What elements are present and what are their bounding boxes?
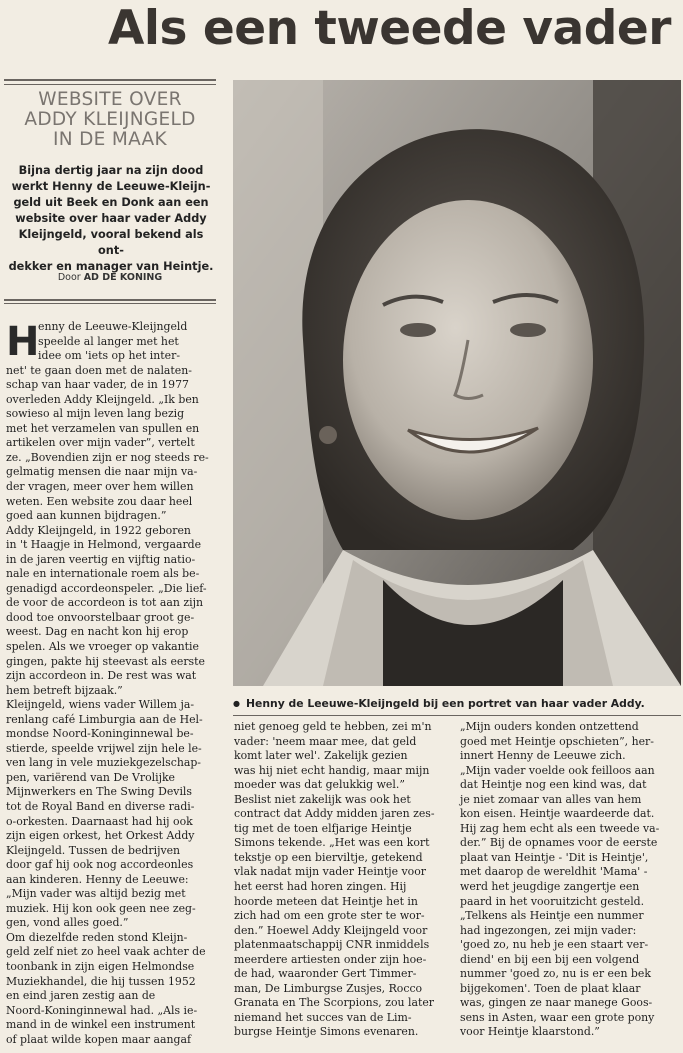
text-line: o-orkesten. Daarnaast had hij ook: [6, 814, 193, 828]
text-line: „Mijn vader was altijd bezig met: [6, 887, 186, 901]
text-line: genadigd accordeonspeler. „Die lief-: [6, 581, 207, 595]
subhead-line: WEBSITE OVER: [38, 89, 182, 110]
text-line: moeder was dat gelukkig wel.”: [234, 778, 405, 792]
text-line: kon eisen. Heintje waardeerde dat.: [460, 807, 655, 821]
text-line: pen, variërend van De Vrolijke: [6, 770, 176, 784]
text-line: de voor de accordeon is tot aan zijn: [6, 596, 203, 610]
intro-line: Kleijngeld, vooral bekend als ont-: [18, 228, 204, 257]
text-line: contract dat Addy midden jaren zes-: [234, 807, 435, 821]
text-line: 'goed zo, nu heb je een staart ver-: [460, 938, 649, 952]
text-line: hem betreft bijzaak.”: [6, 683, 123, 697]
text-line: der vragen, meer over hem willen: [6, 479, 194, 493]
text-line: mand in de winkel een instrument: [6, 1018, 196, 1032]
text-line: in 't Haagje in Helmond, vergaarde: [6, 538, 202, 552]
text-line: zijn eigen orkest, het Orkest Addy: [6, 829, 195, 843]
text-line: Beslist niet zakelijk was ook het: [234, 792, 411, 806]
text-line: schap van haar vader, de in 1977: [6, 378, 189, 392]
text-line: „Mijn vader voelde ook feilloos aan: [460, 763, 655, 777]
intro-line: Bijna dertig jaar na zijn dood: [18, 164, 204, 177]
text-line: vader: 'neem maar mee, dat geld: [234, 734, 417, 748]
text-line: Kleijngeld. Tussen de bedrijven: [6, 843, 181, 857]
text-line: door gaf hij ook nog accordeonles: [6, 858, 194, 872]
text-line: je niet zomaar van alles van hem: [460, 792, 642, 806]
text-line: „Telkens als Heintje een nummer: [460, 909, 644, 923]
text-line: Noord-Koninginnewal had. „Als ie-: [6, 1003, 198, 1017]
text-line: voor Heintje klaarstond.”: [460, 1025, 600, 1039]
subhead-line: ADDY KLEIJNGELD: [24, 109, 196, 130]
text-line: werd het jeugdige zangertje een: [460, 880, 640, 894]
text-line: gen, vond alles goed.”: [6, 916, 129, 930]
text-line: tot de Royal Band en diverse radi-: [6, 800, 195, 813]
text-line: sens in Asten, waar een grote pony: [460, 1010, 655, 1024]
byline: [0, 272, 220, 283]
text-line: zich had om een grote ster te wor-: [234, 909, 425, 923]
text-line: hoorde meteen dat Heintje het in: [234, 894, 418, 908]
text-line: weten. Een website zou daar heel: [6, 494, 193, 508]
article-column-1-top: [38, 320, 187, 364]
subhead: [4, 90, 216, 150]
article-column-3: [460, 720, 659, 1040]
text-line: met daarop de wereldhit 'Mama' -: [460, 865, 648, 879]
text-line: speelde al langer met het: [38, 334, 179, 348]
text-line: burgse Heintje Simons evenaren.: [234, 1025, 419, 1039]
subhead-line: IN DE MAAK: [53, 129, 167, 150]
text-line: muziek. Hij kon ook geen nee zeg-: [6, 901, 196, 915]
text-line: gingen, pakte hij steevast als eerste: [6, 654, 205, 668]
text-line: het eerst had horen zingen. Hij: [234, 880, 407, 894]
text-line: ven lang in vele muziekgezelschap-: [6, 756, 201, 770]
drop-cap: H: [6, 319, 40, 365]
text-line: artikelen over mijn vader”, vertelt: [6, 436, 195, 450]
text-line: toonbank in zijn eigen Helmondse: [6, 960, 195, 974]
text-line: platenmaatschappij CNR inmiddels: [234, 938, 430, 952]
text-line: Granata en The Scorpions, zou later: [234, 996, 434, 1010]
text-line: nummer 'goed zo, nu is er een bek: [460, 967, 651, 981]
photo-caption: [233, 697, 681, 710]
text-line: weest. Dag en nacht kon hij erop: [6, 625, 189, 639]
text-line: overleden Addy Kleijngeld. „Ik ben: [6, 392, 199, 406]
text-line: tekstje op een bierviltje, getekend: [234, 850, 423, 864]
text-line: „Mijn ouders konden ontzettend: [460, 720, 639, 733]
text-line: goed aan kunnen bijdragen.”: [6, 509, 167, 523]
text-line: plaat van Heintje - 'Dit is Heintje',: [460, 850, 649, 864]
text-line: bijgekomen'. Toen de plaat klaar: [460, 981, 641, 995]
text-line: meerdere artiesten onder zijn hoe-: [234, 952, 427, 966]
text-line: en eind jaren zestig aan de: [6, 989, 156, 1003]
text-line: stierde, speelde vrijwel zijn hele le-: [6, 741, 202, 755]
text-line: Simons tekende. „Het was een kort: [234, 836, 430, 850]
text-line: komt later wel'. Zakelijk gezien: [234, 749, 408, 763]
text-line: tig met de toen elfjarige Heintje: [234, 821, 412, 835]
intro-line: dekker en manager van Heintje.: [8, 260, 214, 273]
bullet-icon: ●: [233, 699, 240, 708]
article-column-2: [234, 720, 435, 1040]
caption-text: Henny de Leeuwe-Kleijngeld bij een portret van haar vader Addy.: [245, 697, 645, 710]
text-line: was hij niet echt handig, maar mijn: [234, 763, 430, 777]
text-line: aan kinderen. Henny de Leeuwe:: [6, 872, 189, 886]
text-line: gelmatig mensen die naar mijn va-: [6, 465, 198, 479]
intro-line: werkt Henny de Leeuwe-Kleijn-: [11, 180, 211, 193]
text-line: vlak nadat mijn vader Heintje voor: [234, 865, 426, 879]
text-line: de had, waaronder Gert Timmer-: [234, 967, 417, 981]
text-line: niet genoeg geld te hebben, zei m'n: [234, 720, 432, 733]
text-line: dood toe onvoorstelbaar groot ge-: [6, 610, 195, 624]
text-line: der.” Bij de opnames voor de eerste: [460, 836, 658, 850]
text-line: was, gingen ze naar manege Goos-: [460, 996, 653, 1010]
intro-line: geld uit Beek en Donk aan een: [13, 196, 209, 209]
byline-author: AD DE KONING: [83, 272, 163, 283]
text-line: ze. „Bovendien zijn er nog steeds re-: [6, 450, 209, 464]
text-line: geld zelf niet zo heel vaak achter de: [6, 945, 206, 959]
top-rule-left-thin: [4, 84, 216, 85]
text-line: met het verzamelen van spullen en: [6, 421, 200, 435]
text-line: Om diezelfde reden stond Kleijn-: [6, 930, 188, 944]
text-line: had ingezongen, zei mijn vader:: [460, 923, 637, 937]
text-line: of plaat wilde kopen maar aangaf: [6, 1032, 192, 1046]
intro-line: website over haar vader Addy: [15, 212, 207, 225]
text-line: nale en internationale roem als be-: [6, 567, 200, 581]
text-line: zijn accordeon in. De rest was wat: [6, 669, 197, 683]
text-line: mondse Noord-Koninginnewal be-: [6, 727, 194, 741]
byline-rule-thin: [4, 303, 216, 304]
text-line: paard in het vooruitzicht gesteld.: [460, 894, 645, 908]
intro: [6, 163, 216, 275]
text-line: sowieso al mijn leven lang bezig: [6, 407, 185, 421]
text-line: diend' en bij een bij een volgend: [460, 952, 640, 966]
byline-rule: [4, 299, 216, 301]
text-line: niemand het succes van de Lim-: [234, 1010, 412, 1024]
text-line: Mijnwerkers en The Swing Devils: [6, 785, 193, 799]
text-line: renlang café Limburgia aan de Hel-: [6, 712, 203, 726]
portrait-photo: [233, 80, 681, 686]
headline: Als een tweede vader: [108, 1, 671, 56]
text-line: Kleijngeld, wiens vader Willem ja-: [6, 698, 195, 712]
text-line: Hij zag hem echt als een tweede va-: [460, 821, 660, 835]
text-line: spelen. Als we vroeger op vakantie: [6, 639, 199, 653]
text-line: net' te gaan doen met de nalaten-: [6, 363, 192, 377]
text-line: man, De Limburgse Zusjes, Rocco: [234, 981, 423, 995]
top-rule-left: [4, 79, 216, 81]
text-line: idee om 'iets op het inter-: [38, 349, 180, 363]
portrait-image: [233, 80, 681, 686]
byline-prefix: Door: [57, 272, 81, 283]
text-line: Muziekhandel, die hij tussen 1952: [6, 974, 196, 988]
caption-rule: [233, 715, 681, 716]
text-line: dat Heintje nog een kind was, dat: [460, 778, 647, 792]
text-line: den.” Hoewel Addy Kleijngeld voor: [234, 923, 428, 937]
text-line: Addy Kleijngeld, in 1922 geboren: [6, 523, 191, 537]
text-line: enny de Leeuwe-Kleijngeld: [38, 320, 188, 333]
text-line: goed met Heintje opschieten”, her-: [460, 734, 654, 748]
article-column-1: [6, 364, 209, 1048]
text-line: innert Henny de Leeuwe zich.: [460, 749, 626, 763]
text-line: in de jaren veertig en vijftig natio-: [6, 552, 196, 566]
